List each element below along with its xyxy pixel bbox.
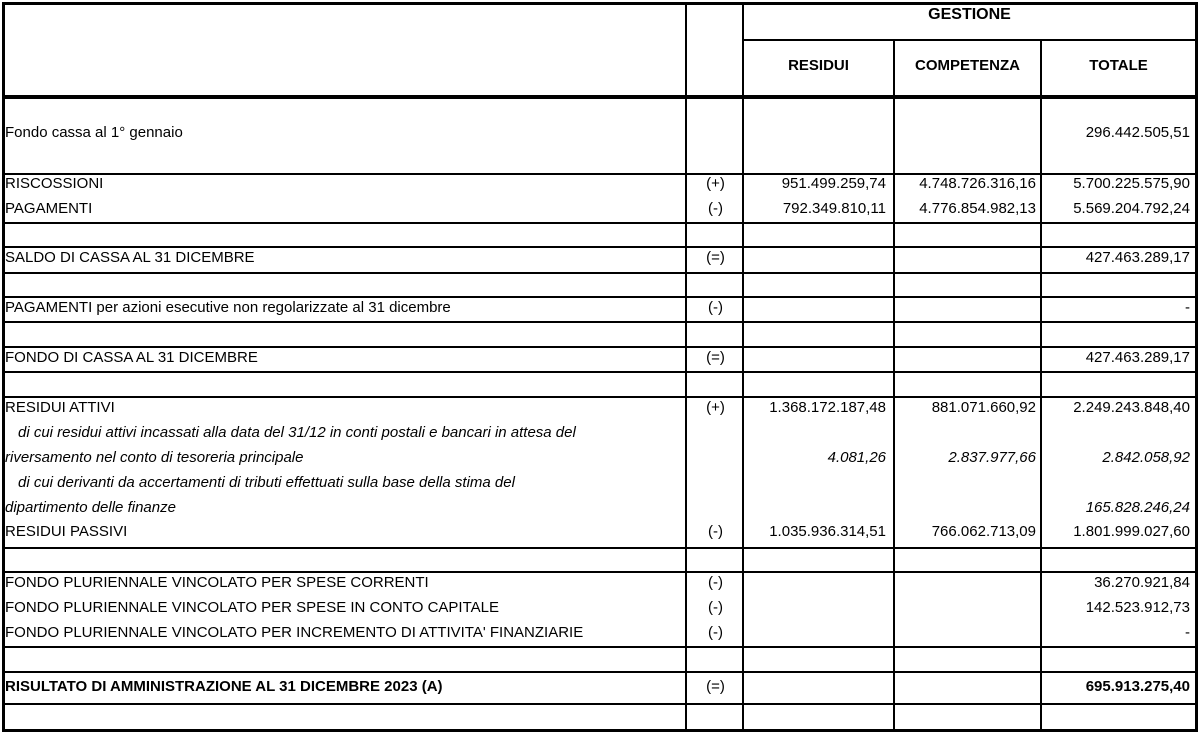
col-divider [1040, 41, 1042, 732]
totale-value: 2.249.243.848,40 [1073, 399, 1190, 416]
row-label: RISCOSSIONI [5, 175, 104, 192]
row-label: FONDO PLURIENNALE VINCOLATO PER INCREMENTO DI ATTIVITA' FINANZIARIE [5, 624, 584, 641]
residui-value: 1.035.936.314,51 [769, 523, 886, 540]
header-totale: TOTALE [1089, 57, 1148, 74]
header-residui: RESIDUI [788, 57, 849, 74]
competenza-value: 2.837.977,66 [948, 449, 1036, 466]
totale-value: 5.569.204.792,24 [1073, 200, 1190, 217]
row-label: RESIDUI ATTIVI [5, 399, 115, 416]
gestione-underline [744, 39, 1198, 41]
row-label: RESIDUI PASSIVI [5, 523, 128, 540]
sign: (-) [708, 200, 723, 217]
row-label: di cui residui attivi incassati alla data del 31/12 in conti postali e bancari in attesa del [18, 424, 576, 441]
row-rule [2, 272, 1198, 274]
sign: (=) [706, 678, 725, 695]
border-top [2, 2, 1198, 5]
border-bottom [2, 729, 1198, 732]
sign: (-) [708, 523, 723, 540]
residui-value: 792.349.810,11 [782, 200, 886, 217]
header-competenza: COMPETENZA [915, 57, 1020, 74]
totale-value: - [1185, 299, 1190, 316]
sign: (+) [706, 399, 725, 416]
row-label: PAGAMENTI [5, 200, 93, 217]
row-rule [2, 646, 1198, 648]
competenza-value: 766.062.713,09 [931, 523, 1036, 540]
sign: (=) [706, 249, 725, 266]
residui-value: 1.368.172.187,48 [769, 399, 886, 416]
totale-value: 296.442.505,51 [1085, 124, 1190, 141]
row-rule [2, 671, 1198, 673]
col-divider [685, 2, 687, 732]
sign: (-) [708, 624, 723, 641]
totale-value: 427.463.289,17 [1085, 249, 1190, 266]
row-label: FONDO DI CASSA AL 31 DICEMBRE [5, 349, 258, 366]
row-rule [2, 703, 1198, 705]
header-gestione: GESTIONE [928, 6, 1011, 23]
totale-value: 1.801.999.027,60 [1073, 523, 1190, 540]
sign: (+) [706, 175, 725, 192]
row-label-continued: riversamento nel conto di tesoreria principale [5, 449, 304, 466]
totale-value: 695.913.275,40 [1085, 678, 1190, 695]
row-label: SALDO DI CASSA AL 31 DICEMBRE [5, 249, 255, 266]
totale-value: 5.700.225.575,90 [1073, 175, 1190, 192]
row-label: Fondo cassa al 1° gennaio [5, 124, 183, 141]
sign: (-) [708, 599, 723, 616]
competenza-value: 881.071.660,92 [931, 399, 1036, 416]
row-label: FONDO PLURIENNALE VINCOLATO PER SPESE CORRENTI [5, 574, 429, 591]
totale-value: 165.828.246,24 [1085, 499, 1190, 516]
row-rule [2, 547, 1198, 549]
competenza-value: 4.748.726.316,16 [919, 175, 1036, 192]
totale-value: 427.463.289,17 [1085, 349, 1190, 366]
border-right [1195, 2, 1198, 732]
residui-value: 4.081,26 [827, 449, 886, 466]
totale-value: 142.523.912,73 [1085, 599, 1190, 616]
row-label-total: RISULTATO DI AMMINISTRAZIONE AL 31 DICEMBRE 2023 (A) [5, 678, 443, 695]
competenza-value: 4.776.854.982,13 [919, 200, 1036, 217]
sign: (-) [708, 299, 723, 316]
header-bottom-rule [2, 95, 1198, 99]
row-rule [2, 371, 1198, 373]
col-divider [893, 41, 895, 732]
residui-value: 951.499.259,74 [781, 175, 886, 192]
sign: (=) [706, 349, 725, 366]
row-label: FONDO PLURIENNALE VINCOLATO PER SPESE IN CONTO CAPITALE [5, 599, 500, 616]
row-label: di cui derivanti da accertamenti di tributi effettuati sulla base della stima del [18, 474, 515, 491]
row-rule [2, 222, 1198, 224]
totale-value: - [1185, 624, 1190, 641]
row-label-continued: dipartimento delle finanze [5, 499, 176, 516]
totale-value: 2.842.058,92 [1102, 449, 1190, 466]
row-rule [2, 321, 1198, 323]
sign: (-) [708, 574, 723, 591]
totale-value: 36.270.921,84 [1094, 574, 1190, 591]
row-label: PAGAMENTI per azioni esecutive non regolarizzate al 31 dicembre [5, 299, 451, 316]
